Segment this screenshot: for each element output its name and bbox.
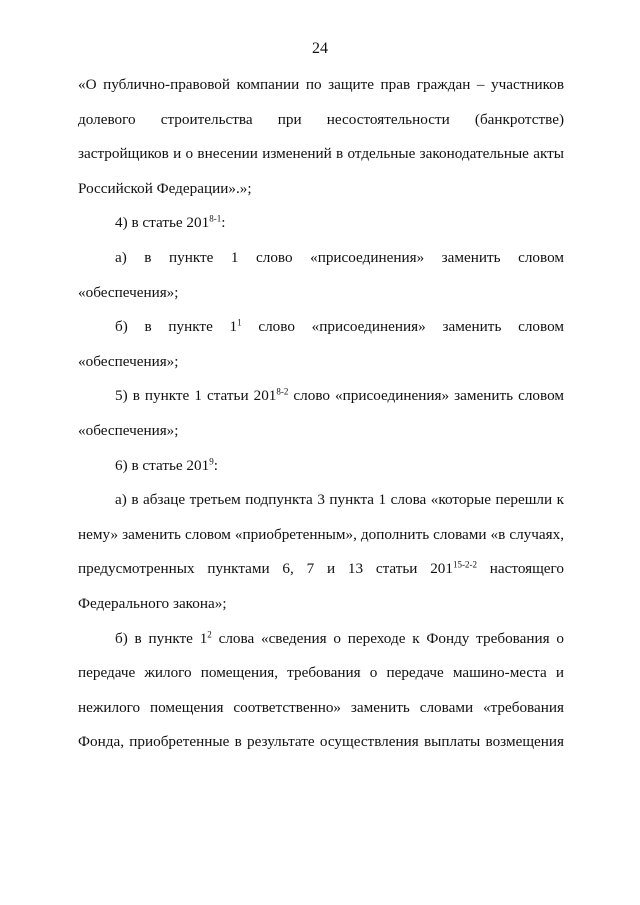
- text-line: Фонда, приобретенные в результате осуществления выплаты возмещения: [78, 733, 564, 751]
- paragraph-item-6: [78, 449, 564, 484]
- page-number: 24: [312, 40, 328, 57]
- text-line: Федерального закона»;: [78, 594, 227, 612]
- paragraph-item-6a: [78, 483, 564, 621]
- text-line: нему» заменить словом «приобретенным», дополнить словами «в случаях,: [78, 525, 564, 543]
- paragraph-item-6b: [78, 622, 564, 760]
- document-body: [78, 68, 564, 760]
- text-line: а) в пункте 1 слово «присоединения» заменить словом: [115, 248, 564, 266]
- paragraph-law-title-continuation: [78, 68, 564, 206]
- superscript: 8-2: [276, 386, 289, 397]
- paragraph-item-4b: [78, 310, 564, 379]
- text-line: «обеспечения»;: [78, 283, 179, 301]
- text-run: 5) в пункте 1 статьи 201: [115, 387, 277, 405]
- text-line: застройщиков и о внесении изменений в отдельные законодательные акты: [78, 145, 564, 163]
- superscript: 2: [207, 629, 212, 640]
- text-run: предусмотренных пунктами 6, 7 и 13 статьи 201: [78, 560, 453, 578]
- text-line: нежилого помещения соответственно» заменить словами «требования: [78, 698, 564, 716]
- text-line: [78, 310, 564, 345]
- text-line: передаче жилого помещения, требования о передаче машино-места и: [78, 664, 564, 682]
- text-run: слова «сведения о переходе к Фонду требования о: [211, 629, 564, 647]
- text-run: слово «присоединения» заменить словом: [241, 318, 564, 336]
- superscript: 9: [209, 456, 214, 467]
- text-run: б) в пункте 1: [115, 629, 208, 647]
- text-run: :: [213, 456, 218, 474]
- text-line: долевого строительства при несостоятельности (банкротстве): [78, 110, 564, 128]
- text-line: «О публично-правовой компании по защите прав граждан – участников: [78, 76, 564, 93]
- text-line: «обеспечения»;: [78, 352, 179, 370]
- text-run: слово «присоединения» заменить словом: [288, 387, 564, 405]
- superscript: 1: [237, 317, 242, 328]
- text-run: б) в пункте 1: [115, 318, 238, 336]
- text-line: «обеспечения»;: [78, 421, 179, 439]
- superscript: 15-2-2: [453, 559, 477, 570]
- text-run: 4) в статье 201: [115, 214, 210, 232]
- paragraph-item-4a: [78, 241, 564, 310]
- text-line: а) в абзаце третьем подпункта 3 пункта 1 слова «которые перешли к: [115, 491, 564, 509]
- paragraph-item-4: [78, 206, 564, 241]
- superscript: 8-1: [209, 213, 222, 224]
- text-run: 6) в статье 201: [115, 456, 210, 474]
- text-line: Российской Федерации».»;: [78, 179, 252, 197]
- text-line: [78, 552, 564, 587]
- text-line: [78, 379, 564, 414]
- text-run: настоящего: [477, 560, 564, 578]
- paragraph-item-5: [78, 379, 564, 448]
- text-line: [78, 622, 564, 657]
- text-run: :: [221, 214, 226, 232]
